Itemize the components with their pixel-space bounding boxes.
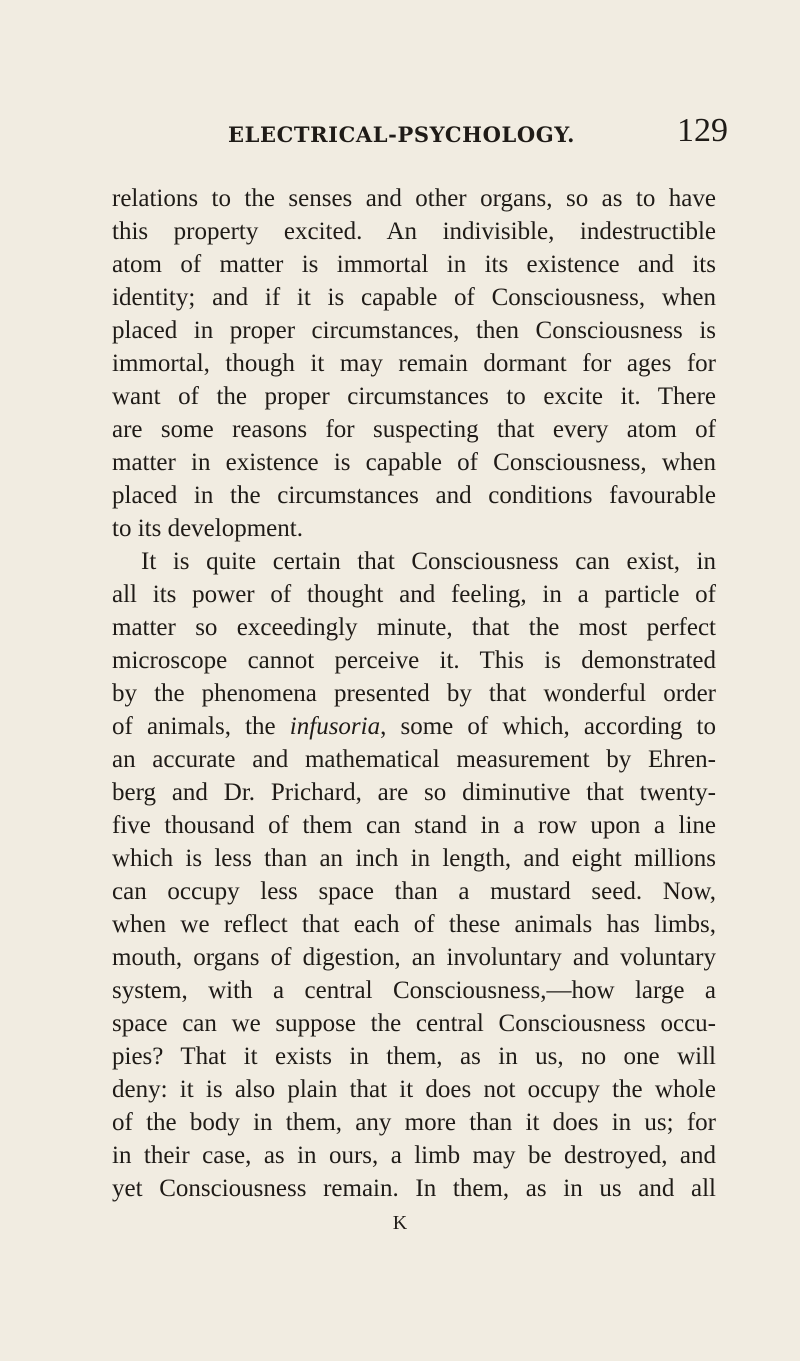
- text-line: identity; and if it is capable of Consciousness, when: [112, 284, 716, 311]
- text-line: all its power of thought and feeling, in a particle of: [112, 581, 716, 608]
- text-line: matter in existence is capable of Consciousness, when: [112, 449, 716, 476]
- text-line: pies? That it exists in them, as in us, no one will: [112, 1043, 716, 1070]
- text-segment: of animals, the: [112, 713, 290, 740]
- text-line: this property excited. An indivisible, indestructible: [112, 218, 716, 245]
- text-line: by the phenomena presented by that wonderful order: [112, 680, 716, 707]
- signature-mark: K: [392, 1212, 408, 1234]
- text-line: placed in the circumstances and conditions favourable: [112, 482, 716, 509]
- text-line: placed in proper circumstances, then Consciousness is: [112, 317, 716, 344]
- text-line: relations to the senses and other organs, so as to have: [112, 185, 716, 212]
- text-line: in their case, as in ours, a limb may be destroyed, and: [112, 1142, 716, 1169]
- text-line: five thousand of them can stand in a row upon a line: [112, 812, 716, 839]
- page-number: 129: [677, 112, 728, 149]
- page-header: [228, 112, 728, 158]
- text-line: when we reflect that each of these animals has limbs,: [112, 911, 716, 938]
- text-line: [112, 710, 716, 743]
- text-line: want of the proper circumstances to excite it. There: [112, 383, 716, 410]
- text-line: to its development.: [112, 515, 303, 542]
- text-line: can occupy less space than a mustard seed. Now,: [112, 878, 716, 905]
- text-segment: , some of which, according to: [380, 713, 716, 740]
- text-line: are some reasons for suspecting that every atom of: [112, 416, 716, 443]
- text-line: which is less than an inch in length, and eight millions: [112, 845, 716, 872]
- text-line: immortal, though it may remain dormant for ages for: [112, 350, 716, 377]
- body-text: [112, 182, 716, 1205]
- text-line: microscope cannot perceive it. This is demonstrated: [112, 647, 716, 674]
- text-line: deny: it is also plain that it does not occupy the whole: [112, 1076, 716, 1103]
- text-line: system, with a central Consciousness,—how large a: [112, 977, 716, 1004]
- running-title: ELECTRICAL-PSYCHOLOGY.: [228, 122, 576, 147]
- text-line: matter so exceedingly minute, that the most perfect: [112, 614, 716, 641]
- text-line: mouth, organs of digestion, an involuntary and voluntary: [112, 944, 716, 971]
- text-line: of the body in them, any more than it does in us; for: [112, 1109, 716, 1136]
- text-line: It is quite certain that Consciousness can exist, in: [141, 548, 716, 575]
- text-line: berg and Dr. Prichard, are so diminutive that twenty-: [112, 779, 716, 806]
- text-line: yet Consciousness remain. In them, as in us and all: [112, 1175, 716, 1202]
- text-line: an accurate and mathematical measurement by Ehren-: [112, 746, 716, 773]
- text-line: space can we suppose the central Consciousness occu-: [112, 1010, 716, 1037]
- italic-term: infusoria: [289, 713, 381, 740]
- text-line: atom of matter is immortal in its existence and its: [112, 251, 716, 278]
